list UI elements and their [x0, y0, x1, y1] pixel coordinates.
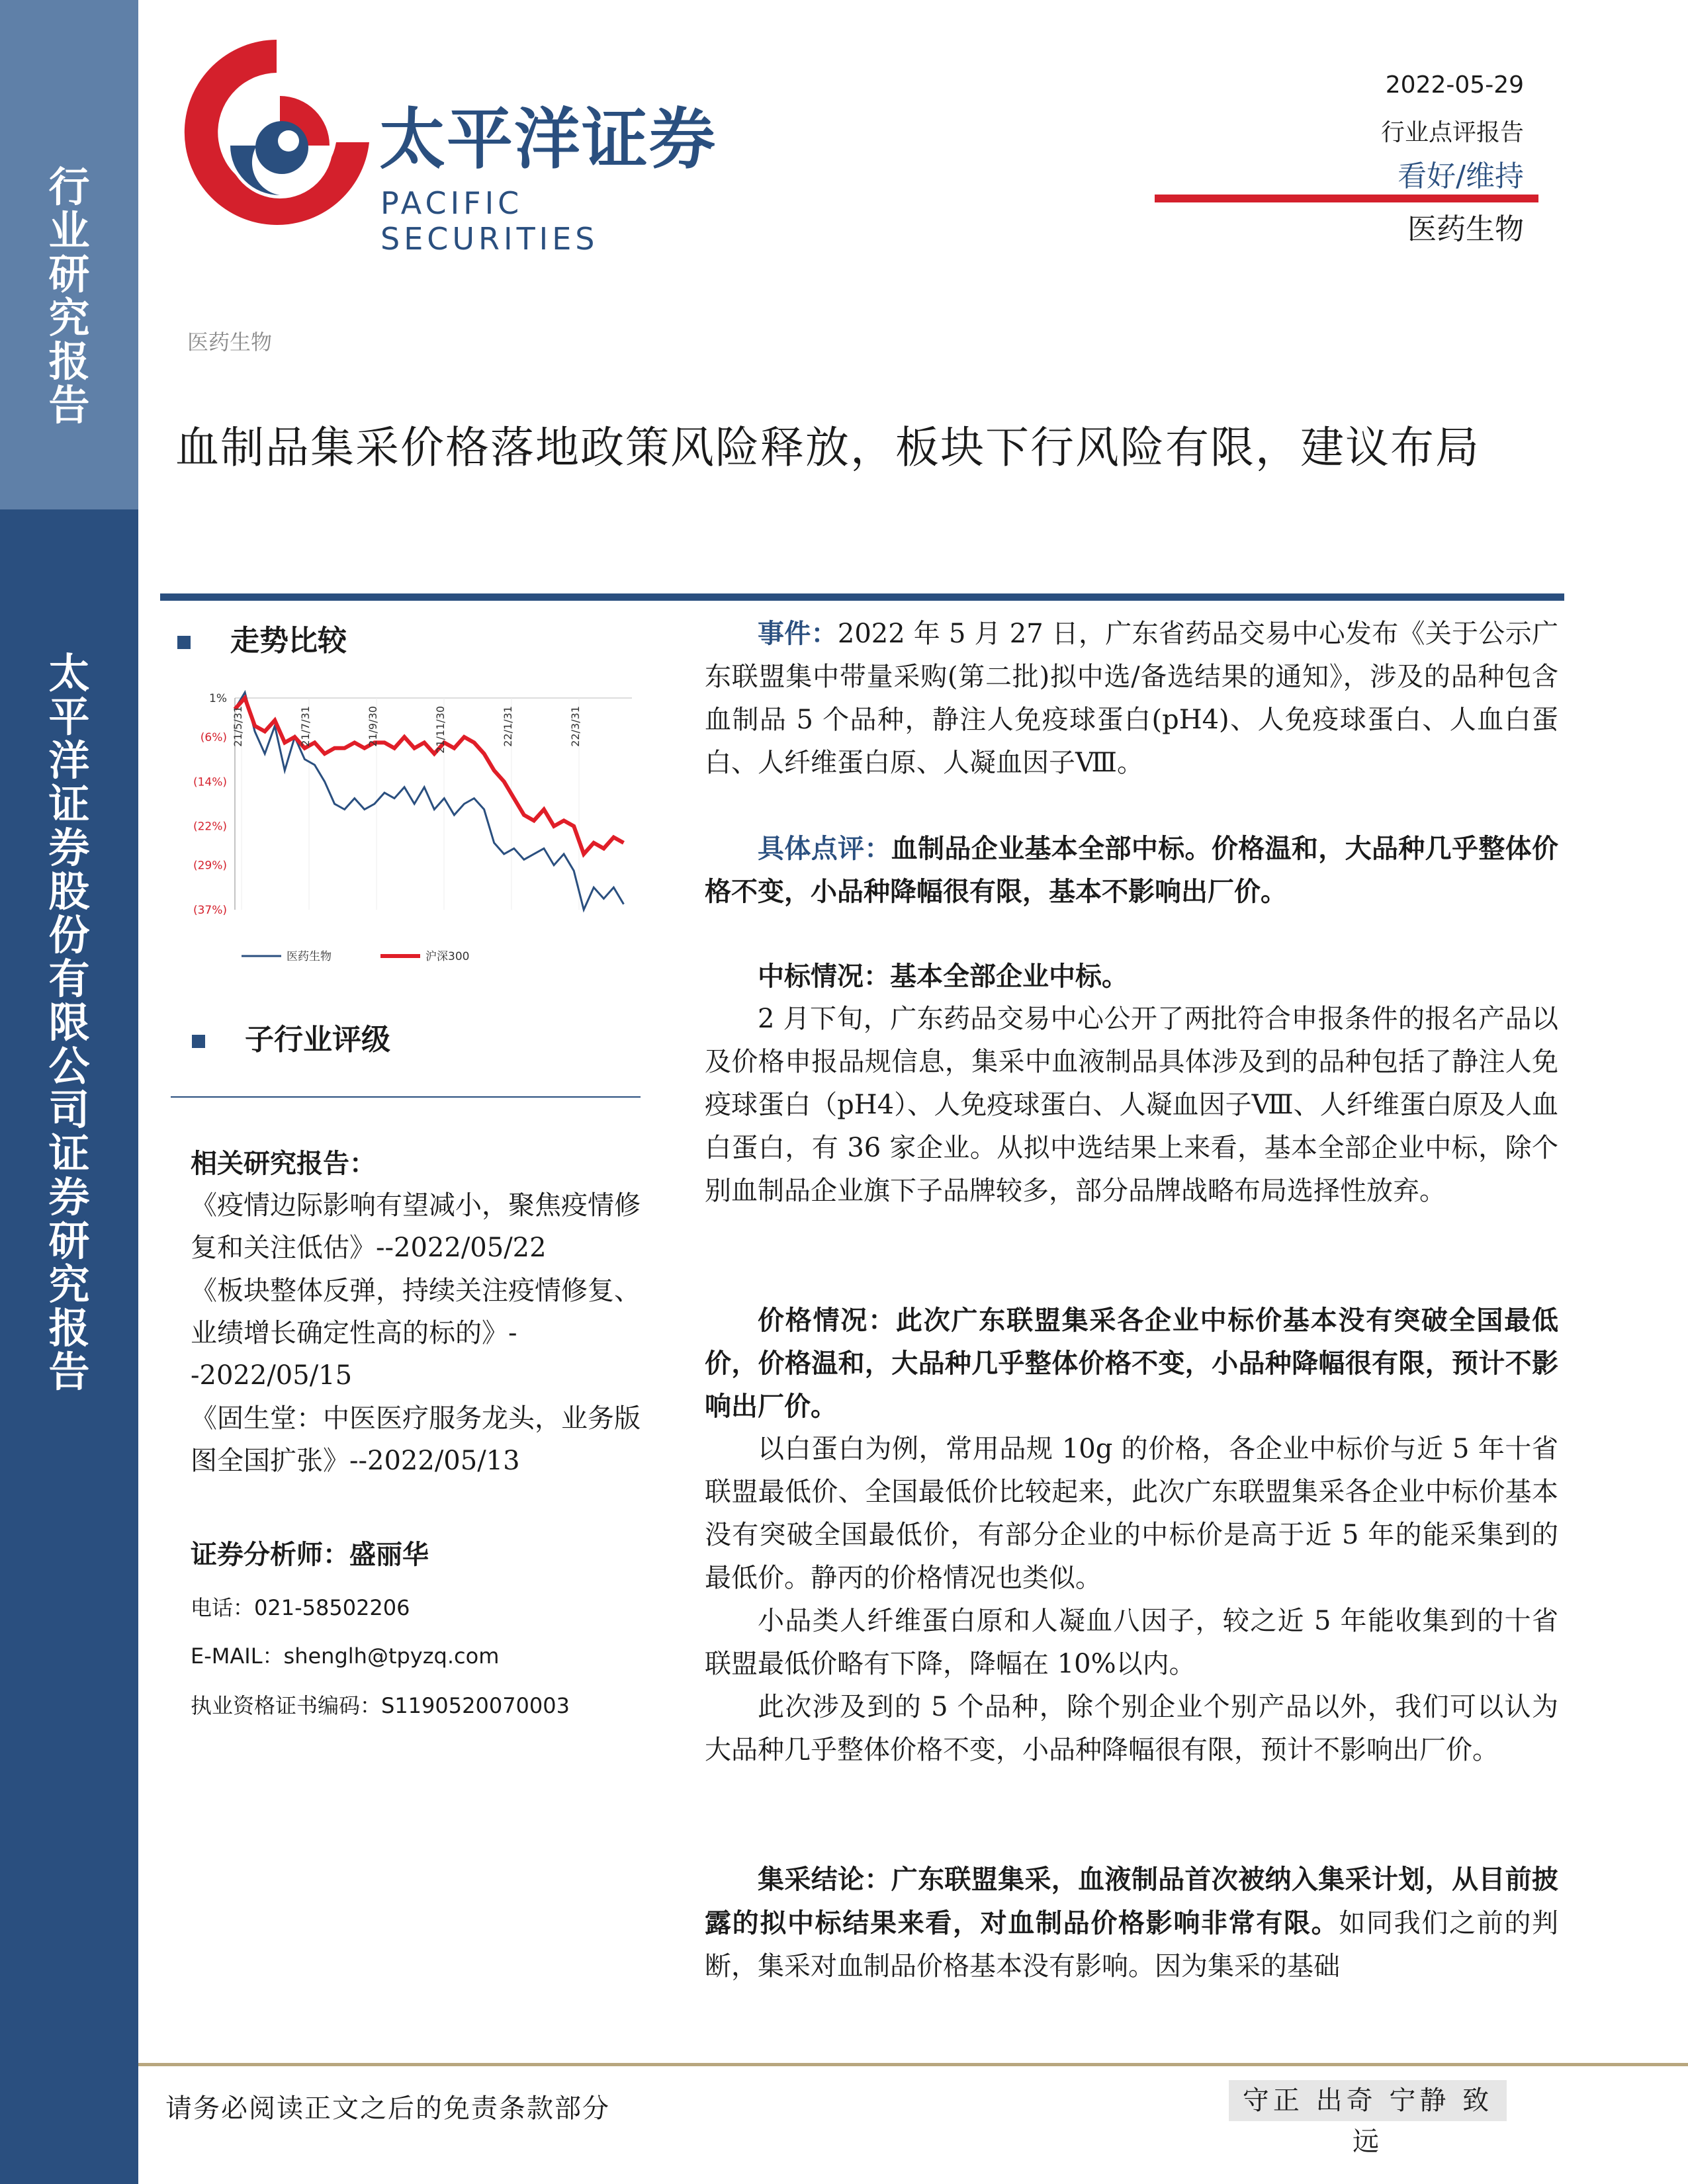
analyst-phone: 电话：021-58502206 [191, 1595, 410, 1620]
footer-motto: 守正 出奇 宁静 致远 [1229, 2080, 1507, 2121]
sidebar-bottom-label-char: 券 [48, 824, 90, 872]
sector: 医药生物 [1407, 212, 1524, 246]
chart-y-tick: (22%) [193, 820, 227, 834]
section-rating [192, 1016, 390, 1058]
sidebar-bottom-label-char: 券 [48, 1173, 90, 1221]
analyst-name: 证券分析师：盛丽华 [191, 1539, 429, 1570]
section-trend-label: 走势比较 [230, 624, 347, 658]
page-title: 血制品集采价格落地政策风险释放，板块下行风险有限，建议布局 [175, 422, 1480, 473]
price-paragraph-3 [705, 1686, 1558, 1772]
chart-x-tick: 22/1/31 [502, 706, 514, 747]
chart-y-tick: 1% [209, 692, 227, 705]
chart-y-tick: (29%) [193, 859, 227, 873]
sidebar-bottom-label-char: 股 [48, 867, 90, 916]
report-type: 行业点评报告 [1380, 119, 1524, 146]
price-paragraph-1 [705, 1428, 1558, 1600]
price-text-3: 此次涉及到的 5 个品种，除个别企业个别产品以外，我们可以认为大品种几乎整体价格不变，小品种降幅很有限，预计不影响出厂价。 [705, 1692, 1558, 1765]
chart-x-tick: 21/9/30 [367, 706, 379, 747]
event-paragraph [705, 612, 1558, 785]
conclusion-bold: 集采结论：广东联盟集采，血液制品首次被纳入集采计划，从目前披露的拟中标结果来看，对血制品价格影响非常有限。 [705, 1864, 1558, 1939]
chart-x-tick: 21/7/31 [299, 706, 312, 747]
sidebar-bottom-label-char: 公 [48, 1042, 90, 1090]
sidebar-company [0, 649, 138, 1396]
logo-mark-icon [177, 30, 376, 241]
price-heading [705, 1299, 1558, 1428]
sidebar-bottom-label-char: 份 [48, 911, 90, 959]
sidebar-top-label-char: 告 [48, 381, 90, 429]
sidebar-bottom-label-char: 平 [48, 693, 90, 741]
report-date: 2022-05-29 [1385, 71, 1524, 99]
chart-y-tick: (6%) [200, 730, 227, 744]
bid-paragraph [705, 998, 1558, 1213]
comment-paragraph [705, 827, 1558, 913]
legend-label: 沪深300 [425, 950, 470, 963]
sidebar-bottom-label-char: 证 [48, 780, 90, 828]
conclusion-paragraph [705, 1858, 1558, 1988]
price-paragraph-2 [705, 1600, 1558, 1686]
chart-series-line [235, 698, 624, 854]
related-reports-heading: 相关研究报告： [191, 1148, 376, 1179]
price-text-2: 小品类人纤维蛋白原和人凝血八因子，较之近 5 年能收集到的十省联盟最低价略有下降，降幅在 10%以内。 [705, 1606, 1558, 1679]
chart-x-tick: 22/3/31 [569, 706, 582, 747]
price-heading-text: 价格情况：此次广东联盟集采各企业中标价基本没有突破全国最低价，价格温和，大品种几乎整体价格不变，小品种降幅很有限，预计不影响出厂价。 [705, 1305, 1558, 1422]
sidebar-top-label-char: 究 [48, 294, 90, 342]
rating-divider [171, 1096, 641, 1098]
related-report-item[interactable]: 《固生堂：中医医疗服务龙头，业务版图全国扩张》--2022/05/13 [191, 1403, 641, 1476]
bid-text: 2 月下旬，广东药品交易中心公开了两批符合申报条件的报名产品以及价格申报品规信息，集采中血液制品具体涉及到的品种包括了静注人免疫球蛋白（pH4）、人免疫球蛋白、人凝血因子Ⅷ、人纤维蛋白原及人血白蛋白，有 36 家企业。从拟中选结果上来看，基本全部企业中标，除个别血制品企业旗下子品牌较多，部分品牌战略布局选择性放弃。 [705, 1004, 1558, 1206]
footer-disclaimer[interactable]: 请务必阅读正文之后的免责条款部分 [165, 2093, 610, 2124]
header-red-bar [1155, 195, 1538, 202]
section-trend [177, 617, 347, 659]
chart-ticks [193, 692, 582, 917]
chart-x-tick: 21/11/30 [434, 706, 447, 754]
chart-series-line [235, 693, 624, 910]
sidebar-report-type [0, 165, 138, 427]
bid-heading-text: 中标情况：基本全部企业中标。 [758, 961, 1128, 992]
chart-legend [242, 950, 469, 963]
event-label: 事件： [758, 618, 838, 649]
sidebar-bottom-label-char: 有 [48, 955, 90, 1003]
comment-text: 血制品企业基本全部中标。价格温和，大品种几乎整体价格不变，小品种降幅很有限，基本不影响出厂价。 [705, 833, 1559, 907]
company-logo [177, 30, 720, 257]
sidebar-bottom-label-char: 报 [48, 1304, 90, 1352]
chart-y-tick: (37%) [193, 904, 227, 917]
bid-heading [705, 955, 1558, 998]
section-rating-label: 子行业评级 [245, 1023, 390, 1057]
rating: 看好/维持 [1398, 159, 1524, 193]
sidebar-bottom-label-char: 告 [48, 1348, 90, 1396]
logo-en-text: PACIFIC SECURITIES [380, 185, 599, 257]
sidebar-top-label-char: 业 [48, 206, 90, 255]
title-divider [160, 593, 1564, 601]
logo-cn-text: 太平洋证券 [379, 101, 717, 178]
related-report-item[interactable]: 《疫情边际影响有望减小，聚焦疫情修复和关注低估》--2022/05/22 [191, 1190, 641, 1263]
chart-x-tick: 21/5/31 [232, 706, 244, 747]
sidebar-bottom-label-char: 证 [48, 1129, 90, 1178]
sidebar-top-label-char: 研 [48, 250, 90, 298]
analyst-cert: 执业资格证书编码：S1190520070003 [191, 1693, 570, 1718]
comment-label: 具体点评： [758, 833, 891, 864]
sidebar-bottom-label-char: 太 [48, 649, 90, 697]
sidebar-bottom-label-char: 洋 [48, 736, 90, 785]
square-bullet-icon [192, 1035, 205, 1048]
sidebar-bottom-label-char: 限 [48, 998, 90, 1047]
conclusion-rest: 如同我们之前的判断，集采对血制品价格基本没有影响。因为集采的基础 [705, 1908, 1559, 1982]
square-bullet-icon [177, 636, 191, 649]
legend-label: 医药生物 [287, 950, 332, 963]
category-label: 医药生物 [187, 329, 273, 355]
trend-chart [169, 678, 672, 983]
sidebar-top-label-char: 行 [48, 163, 90, 211]
event-text: 2022 年 5 月 27 日，广东省药品交易中心发布《关于公示广东联盟集中带量采购(第二批)拟中选/备选结果的通知》，涉及的品种包含血制品 5 个品种，静注人免疫球蛋白(pH4)、人免疫球蛋白、人血白蛋白、人纤维蛋白原、人凝血因子Ⅷ。 [705, 619, 1559, 778]
analyst-email[interactable]: E-MAIL：shenglh@tpyzq.com [191, 1643, 500, 1669]
chart-lines [235, 693, 624, 910]
price-text-1: 以白蛋白为例，常用品规 10g 的价格，各企业中标价与近 5 年十省联盟最低价、全国最低价比较起来，此次广东联盟集采各企业中标价基本没有突破全国最低价，有部分企业的中标价是高于近 5 年的能采集到的最低价。静丙的价格情况也类似。 [705, 1434, 1558, 1593]
sidebar-bottom-label-char: 研 [48, 1217, 90, 1265]
chart-y-tick: (14%) [193, 775, 227, 789]
sidebar-bottom-label-char: 司 [48, 1086, 90, 1134]
sidebar-top-label-char: 报 [48, 337, 90, 386]
related-report-item[interactable]: 《板块整体反弹，持续关注疫情修复、业绩增长确定性高的标的》--2022/05/15 [191, 1276, 641, 1391]
sidebar-bottom-label-char: 究 [48, 1260, 90, 1309]
footer-divider [138, 2063, 1688, 2066]
